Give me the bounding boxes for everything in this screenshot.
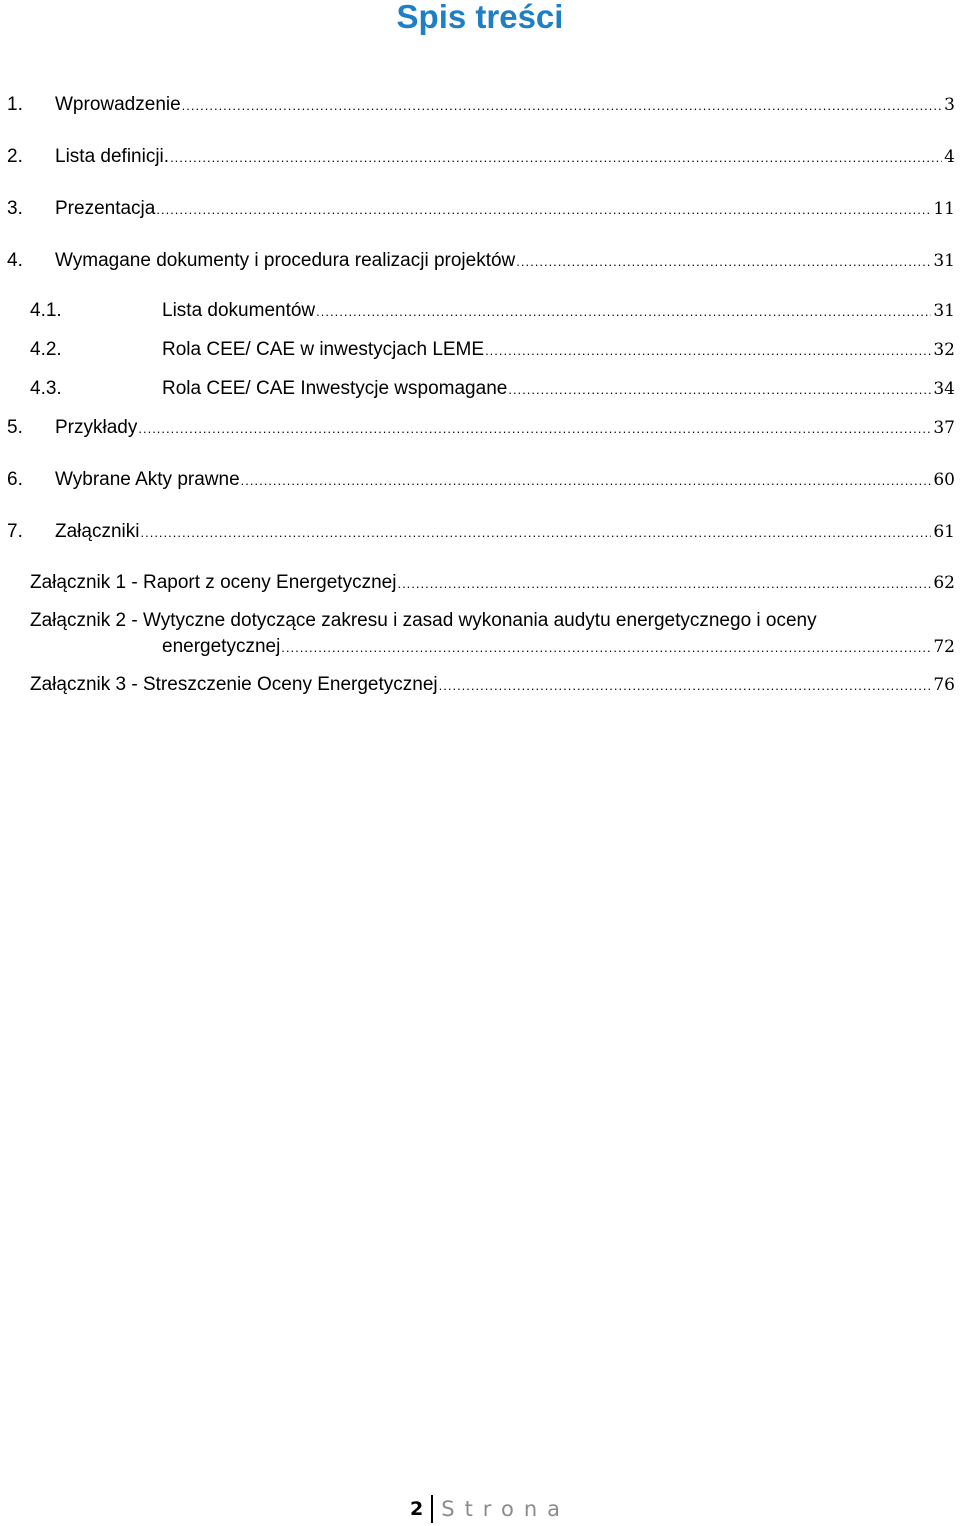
leader-dots [397,571,931,597]
entry-number: 4.3. [30,378,62,399]
page-title: Spis treści [396,0,564,35]
toc-entry[interactable] [0,144,955,170]
entry-number: 2. [7,146,23,167]
toc-annex[interactable] [0,672,955,698]
entry-label: Wprowadzenie [55,94,181,115]
annex-label-line2: energetycznej [162,636,281,657]
toc-annex[interactable] [0,570,955,596]
annex-label: Załącznik 3 - Streszczenie Oceny Energetycznej [30,674,438,695]
entry-page: 37 [933,418,955,438]
entry-number: 3. [7,198,23,219]
entry-page: 34 [933,379,955,399]
leader-dots [241,468,932,494]
entry-page: 3 [944,95,955,115]
entry-page: 32 [933,340,955,360]
toc-entry[interactable] [0,415,955,441]
leader-dots [516,249,931,275]
entry-page: 31 [933,301,955,321]
annex-page: 76 [933,675,955,695]
entry-label: Wybrane Akty prawne [55,469,240,490]
toc-entry[interactable] [0,196,955,222]
leader-dots [170,145,942,171]
leader-dots [281,635,931,661]
annex-label-line1[interactable]: Załącznik 2 - Wytyczne dotyczące zakresu i zasad wykonania audytu energetycznego i oceny [30,610,817,631]
leader-dots [156,197,931,223]
entry-label: Rola CEE/ CAE w inwestycjach LEME [162,339,485,360]
toc-entry[interactable] [0,519,955,545]
entry-label: Lista definicji. [55,146,170,167]
toc-entry[interactable] [0,92,955,118]
entry-label: Prezentacja [55,198,156,219]
entry-label: Przykłady [55,417,138,438]
entry-label: Załączniki [55,521,140,542]
annex-label: Załącznik 1 - Raport z oceny Energetycznej [30,572,397,593]
annex-page: 72 [933,637,955,657]
entry-page: 60 [933,470,955,490]
footer-page-number: 2 [410,1498,424,1520]
entry-number: 5. [7,417,23,438]
leader-dots [138,416,931,442]
entry-label: Rola CEE/ CAE Inwestycje wspomagane [162,378,508,399]
footer-divider [431,1495,433,1523]
leader-dots [439,673,932,699]
entry-page: 61 [933,522,955,542]
entry-number: 7. [7,521,23,542]
entry-page: 31 [933,251,955,271]
annex-page: 62 [933,573,955,593]
leader-dots [182,93,943,119]
entry-number: 4.2. [30,339,62,360]
entry-label: Lista dokumentów [162,300,316,321]
toc-entry[interactable] [0,467,955,493]
footer-page-word: Strona [441,1497,570,1521]
toc-entry[interactable] [0,248,955,274]
toc-subentry[interactable] [0,298,955,324]
page-footer [410,1495,570,1523]
entry-number: 6. [7,469,23,490]
entry-page: 11 [933,199,955,219]
leader-dots [485,338,931,364]
entry-label: Wymagane dokumenty i procedura realizacji projektów [55,250,516,271]
entry-number: 1. [7,94,23,115]
entry-page: 4 [944,147,955,167]
leader-dots [316,299,931,325]
toc-subentry[interactable] [0,337,955,363]
leader-dots [508,377,931,403]
toc-annex[interactable] [0,634,955,660]
leader-dots [140,520,931,546]
entry-number: 4.1. [30,300,62,321]
entry-number: 4. [7,250,23,271]
toc-subentry[interactable] [0,376,955,402]
